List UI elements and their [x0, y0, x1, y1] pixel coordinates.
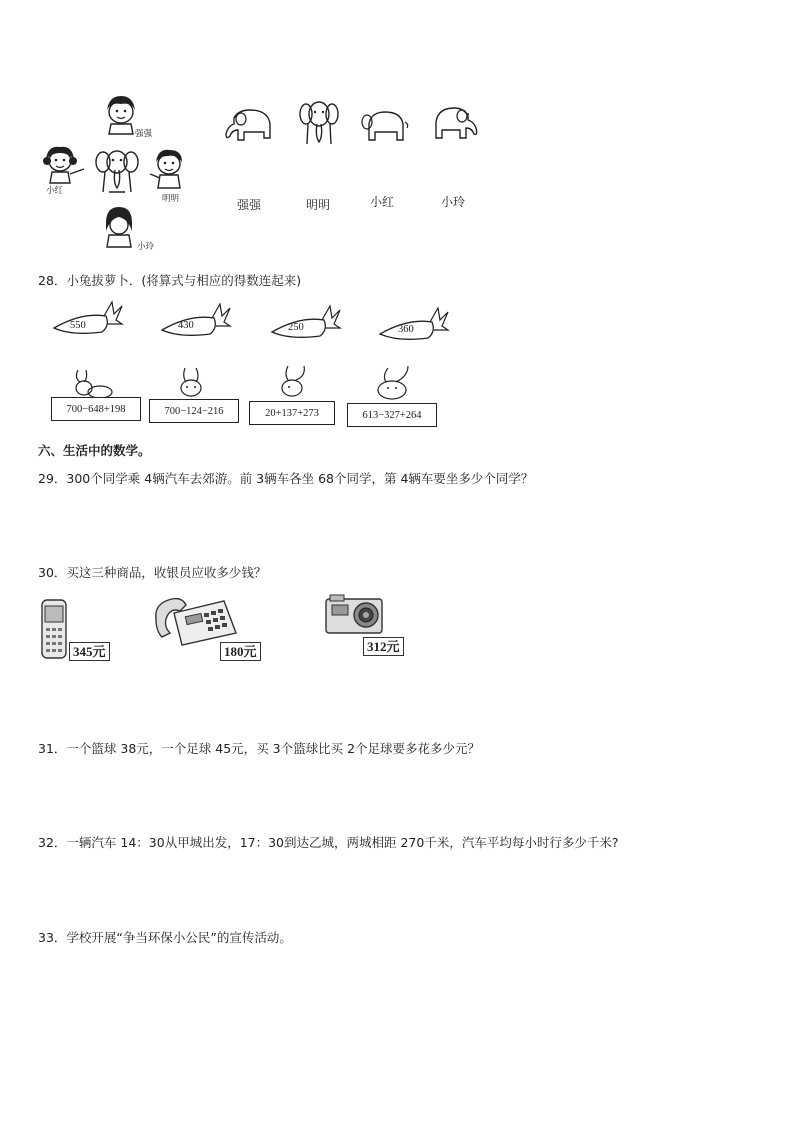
mobile-phone-icon [40, 598, 68, 660]
carrot-value: 430 [178, 320, 194, 331]
rabbit-icon [368, 364, 414, 400]
price-tag: 345元 [69, 642, 110, 661]
boy-qiangqiang-icon [103, 94, 139, 136]
question-28: 28．小兔拔萝卜．(将算式与相应的得数连起来) [38, 273, 302, 288]
kid-label: 强强 [135, 129, 153, 139]
girl-xiaoling-icon [104, 205, 134, 249]
carrot-icon [270, 302, 340, 342]
expression-box: 20+137+273 [249, 401, 335, 425]
price-tag: 180元 [220, 642, 261, 661]
question-32: 32．一辆汽车 14：30从甲城出发，17：30到达乙城，两城相距 270千米，汽车平均每小时行多少千米? [38, 835, 619, 850]
carrot-icon [160, 300, 230, 340]
carrot-value: 550 [70, 320, 86, 331]
elephant-side-view-icon [224, 108, 274, 146]
kid-label: 明明 [162, 194, 180, 204]
elephant-other-side-view-icon [432, 106, 478, 144]
kid-label: 小红 [46, 186, 64, 196]
question-30: 30．买这三种商品，收银员应收多少钱？ [38, 565, 267, 580]
girl-xiaohong-icon [44, 145, 88, 185]
question-29: 29．300个同学乘 4辆汽车去郊游。前 3辆车各坐 68个同学，第 4辆车要坐多少个同学？ [38, 471, 534, 486]
rabbit-icon [274, 364, 314, 398]
elephant-label: 小玲 [441, 195, 466, 209]
boy-mingming-icon [148, 148, 188, 190]
camera-icon [324, 593, 386, 637]
elephant-front-icon [95, 148, 139, 194]
carrot-value: 360 [398, 324, 414, 335]
telephone-icon [152, 593, 238, 647]
expression-box: 700−124−216 [149, 399, 239, 423]
price-tag: 312元 [363, 637, 404, 656]
expression-box: 613−327+264 [347, 403, 437, 427]
elephant-label: 明明 [306, 198, 331, 212]
expression-box: 700−648+198 [51, 397, 141, 421]
carrot-icon [52, 298, 122, 338]
elephant-back-view-icon [361, 110, 409, 146]
section-title: 六、生活中的数学。 [38, 443, 151, 458]
kid-label: 小玲 [137, 242, 155, 252]
elephant-label: 强强 [237, 198, 262, 212]
question-33: 33．学校开展“争当环保小公民”的宣传活动。 [38, 930, 292, 945]
carrot-value: 250 [288, 322, 304, 333]
question-31: 31．一个篮球 38元，一个足球 45元，买 3个篮球比买 2个足球要多花多少元？ [38, 741, 481, 756]
rabbit-icon [70, 368, 116, 398]
rabbit-icon [176, 366, 206, 398]
elephant-front-view-icon [299, 100, 339, 146]
elephant-label: 小红 [370, 195, 395, 209]
